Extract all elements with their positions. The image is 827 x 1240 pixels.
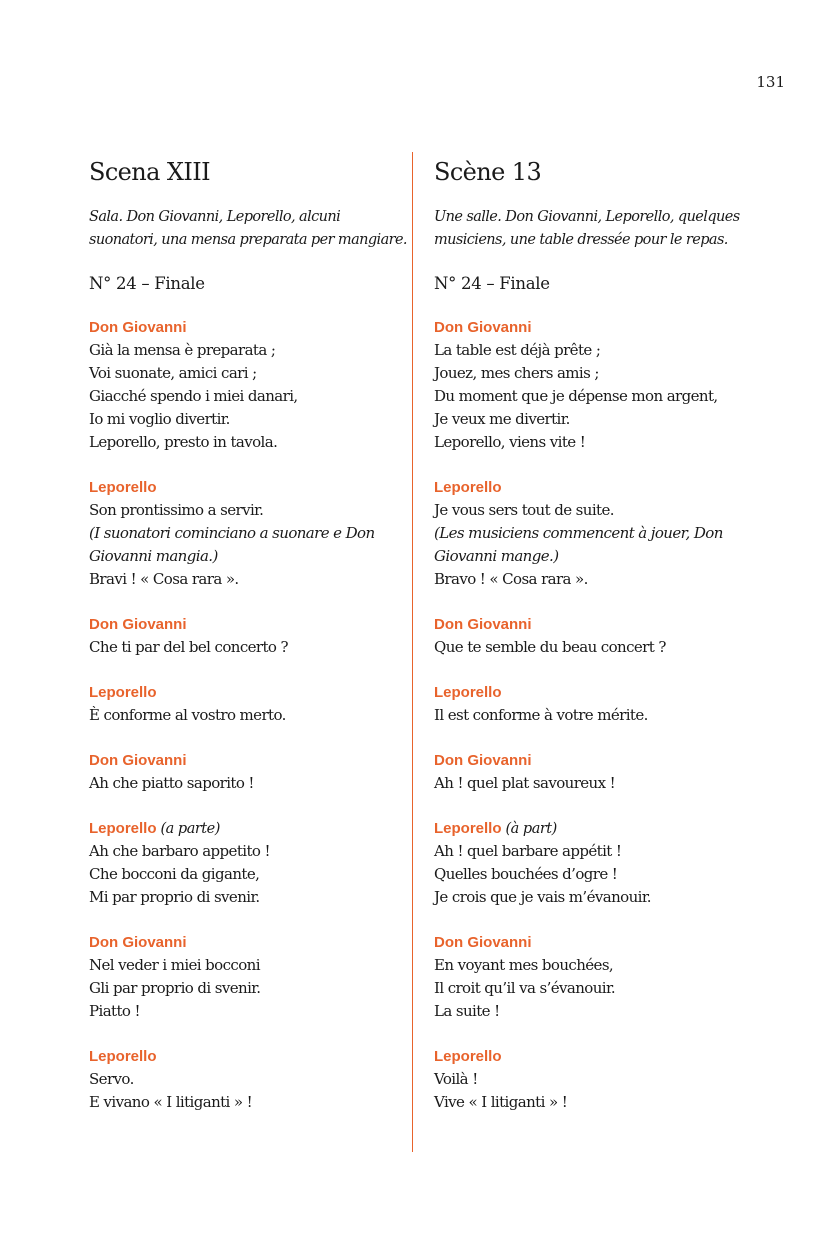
speaker-label: Don Giovanni [89, 319, 187, 336]
speech-block [89, 614, 419, 659]
speaker-name [89, 1046, 419, 1068]
speaker-label: Leporello [89, 1048, 157, 1065]
aside-direction: (a parte) [160, 821, 220, 837]
speaker-name [89, 750, 419, 772]
verse-line: Il est conforme à votre mérite. [434, 706, 648, 724]
stage-line: musiciens, une table dressée pour le repas. [434, 232, 728, 248]
verse-line: Bravo ! « Cosa rara ». [434, 570, 588, 588]
italian-column [89, 156, 419, 1137]
speaker-name [434, 932, 764, 954]
verse-line: Du moment que je dépense mon argent, [434, 387, 718, 405]
speaker-name [89, 317, 419, 339]
speaker-label: Don Giovanni [434, 616, 532, 633]
speaker-name [434, 818, 764, 840]
verse-line: Son prontissimo a servir. [89, 501, 264, 519]
stage-direction-line: (Les musiciens commencent à jouer, Don [434, 524, 723, 542]
verse-line: Je crois que je vais m’évanouir. [434, 888, 651, 906]
speaker-name [434, 614, 764, 636]
speaker-name [434, 317, 764, 339]
speaker-label: Leporello [434, 684, 502, 701]
verse-line: Che bocconi da gigante, [89, 865, 260, 883]
speaker-name [89, 614, 419, 636]
page-number: 131 [756, 73, 785, 91]
verse-line: Leporello, viens vite ! [434, 433, 586, 451]
verse-line: Servo. [89, 1070, 134, 1088]
scene-title: Scena XIII [89, 158, 211, 186]
speaker-name [434, 1046, 764, 1068]
verse-line: Bravi ! « Cosa rara ». [89, 570, 239, 588]
speech-block [89, 682, 419, 727]
verse-line: La suite ! [434, 1002, 500, 1020]
verse-line: Leporello, presto in tavola. [89, 433, 278, 451]
verse-line: Quelles bouchées d’ogre ! [434, 865, 618, 883]
speaker-name [89, 818, 419, 840]
stage-direction-line: Giovanni mange.) [434, 547, 559, 565]
speech-block [89, 932, 419, 1023]
speech-block [89, 750, 419, 795]
speaker-label: Leporello [434, 820, 502, 837]
speaker-label: Leporello [89, 820, 157, 837]
speaker-label: Leporello [89, 479, 157, 496]
speaker-label: Don Giovanni [89, 934, 187, 951]
verse-line: È conforme al vostro merto. [89, 706, 286, 724]
verse-line: Ah ! quel plat savoureux ! [434, 774, 616, 792]
speaker-label: Leporello [89, 684, 157, 701]
stage-direction [434, 206, 764, 252]
stage-direction-line: Giovanni mangia.) [89, 547, 218, 565]
speaker-name [89, 932, 419, 954]
verse-line: Che ti par del bel concerto ? [89, 638, 288, 656]
speech-block [434, 932, 764, 1023]
verse-line: Il croit qu’il va s’évanouir. [434, 979, 616, 997]
scene-title: Scène 13 [434, 158, 542, 186]
verse-line: Giacché spendo i miei danari, [89, 387, 298, 405]
speech-block [434, 818, 764, 909]
speech-block [434, 750, 764, 795]
verse-line: Gli par proprio di svenir. [89, 979, 261, 997]
speech-block [434, 614, 764, 659]
speech-block [434, 1046, 764, 1114]
verse-line: En voyant mes bouchées, [434, 956, 614, 974]
verse-line: Voi suonate, amici cari ; [89, 364, 257, 382]
speech-block [89, 477, 419, 591]
dialogue [89, 317, 419, 1114]
aside-direction: (à part) [505, 821, 557, 837]
french-column [434, 156, 764, 1137]
verse-line: Je veux me divertir. [434, 410, 570, 428]
verse-line: Ah ! quel barbare appétit ! [434, 842, 622, 860]
speech-block [434, 317, 764, 454]
verse-line: Ah che piatto saporito ! [89, 774, 254, 792]
speaker-label: Don Giovanni [434, 934, 532, 951]
verse-line: La table est déjà prête ; [434, 341, 601, 359]
speech-block [89, 1046, 419, 1114]
verse-line: E vivano « I litiganti » ! [89, 1093, 253, 1111]
verse-line: Io mi voglio divertir. [89, 410, 230, 428]
speaker-name [434, 750, 764, 772]
dialogue [434, 317, 764, 1114]
speaker-label: Leporello [434, 1048, 502, 1065]
verse-line: Ah che barbaro appetito ! [89, 842, 270, 860]
speaker-label: Don Giovanni [89, 752, 187, 769]
speech-block [89, 317, 419, 454]
stage-line: Une salle. Don Giovanni, Leporello, quelques [434, 209, 740, 225]
verse-line: Nel veder i miei bocconi [89, 956, 260, 974]
speech-block [89, 818, 419, 909]
stage-direction [89, 206, 419, 252]
verse-line: Je vous sers tout de suite. [434, 501, 614, 519]
verse-line: Piatto ! [89, 1002, 140, 1020]
verse-line: Jouez, mes chers amis ; [434, 364, 599, 382]
stage-direction-line: (I suonatori cominciano a suonare e Don [89, 524, 375, 542]
speaker-name [89, 477, 419, 499]
speaker-label: Don Giovanni [89, 616, 187, 633]
stage-line: Sala. Don Giovanni, Leporello, alcuni [89, 209, 341, 225]
speaker-name [434, 477, 764, 499]
speech-block [434, 477, 764, 591]
stage-line: suonatori, una mensa preparata per mangiare. [89, 232, 407, 248]
speaker-label: Don Giovanni [434, 319, 532, 336]
verse-line: Vive « I litiganti » ! [434, 1093, 568, 1111]
speaker-label: Don Giovanni [434, 752, 532, 769]
speaker-label: Leporello [434, 479, 502, 496]
verse-line: Mi par proprio di svenir. [89, 888, 260, 906]
speech-block [434, 682, 764, 727]
verse-line: Già la mensa è preparata ; [89, 341, 276, 359]
number-heading: N° 24 – Finale [89, 274, 205, 293]
speaker-name [89, 682, 419, 704]
verse-line: Que te semble du beau concert ? [434, 638, 666, 656]
verse-line: Voilà ! [434, 1070, 478, 1088]
speaker-name [434, 682, 764, 704]
number-heading: N° 24 – Finale [434, 274, 550, 293]
